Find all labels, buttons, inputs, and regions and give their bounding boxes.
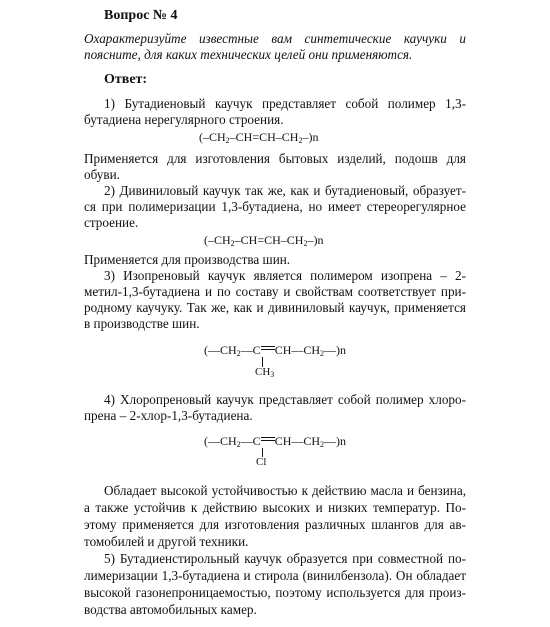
paragraph-line: 3) Изопреновый каучук является полимером изопрена – 2- xyxy=(104,268,466,283)
paragraph-line: 2) Дивиниловый каучук так же, как и бутадиеновый, образует- xyxy=(104,183,466,198)
paragraph-line: ся при полимеризации 1,3-бутадиена, но имеет стереорегулярное xyxy=(84,199,466,214)
paragraph-line: обуви. xyxy=(84,167,120,182)
paragraph-line: 4) Хлоропреновый каучук представляет собой полимер хлоро- xyxy=(104,392,466,407)
question-title: Вопрос № 4 xyxy=(104,8,178,23)
paragraph-line: лимеризации 1,3-бутадиена и стирола (винилбензола). Он обладает xyxy=(84,568,466,583)
paragraph-line: метил-1,3-бутадиена и по составу и свойствам соответствует при- xyxy=(84,284,466,299)
paragraph-line: прена – 2-хлор-1,3-бутадиена. xyxy=(84,408,253,423)
paragraph-line: Применяется для изготовления бытовых изделий, подошв для xyxy=(84,151,466,166)
paragraph-line: водства автомобильных камер. xyxy=(84,602,257,617)
paragraph-line: 5) Бутадиенстирольный каучук образуется при совместной по- xyxy=(104,551,466,566)
paragraph-line: строение. xyxy=(84,215,139,230)
question-task-line: Охарактеризуйте известные вам синтетические каучуки и xyxy=(84,31,466,46)
double-bond xyxy=(261,437,275,441)
formula-branch-chlorine: Cl xyxy=(256,456,267,468)
formula-chloroprene-rubber: ($—CH_2—C$ $CH—CH_2—)n$ xyxy=(204,434,347,449)
formula-butadiene-rubber: $(-CH_2-CH=CH-CH_2-)n$ xyxy=(199,130,319,145)
double-bond xyxy=(261,346,275,350)
paragraph-line: этому применяется для изготовления различных шлангов для ав- xyxy=(84,517,466,532)
answer-label: Ответ: xyxy=(104,72,148,87)
formula-isoprene-rubber: ($—CH_2—C$ $CH—CH_2—)n$ xyxy=(204,343,347,358)
paragraph-line: томобилей и другой техники. xyxy=(84,534,249,549)
paragraph-line: бутадиена нерегулярного строения. xyxy=(84,112,284,127)
formula-branch-methyl: $CH_3$ xyxy=(255,366,275,379)
paragraph-line: родному каучуку. Так же, как и дивиниловый каучук, применяется xyxy=(84,300,466,315)
formula-divinyl-rubber: $(-CH_2-CH=CH-CH_2-)n$ xyxy=(204,233,324,248)
paragraph-line: Обладает высокой устойчивостью к действию масла и бензина, xyxy=(104,483,466,498)
paragraph-line: высокой газонепроницаемостью, поэтому используется для произ- xyxy=(84,585,466,600)
paragraph-line: Применяется для производства шин. xyxy=(84,252,291,267)
paragraph-line: 1) Бутадиеновый каучук представляет собой полимер 1,3- xyxy=(104,96,466,111)
question-task-line: поясните, для каких технических целей они применяются. xyxy=(84,47,413,62)
paragraph-line: а также устойчив к действию высоких и низких температур. По- xyxy=(84,500,466,515)
paragraph-line: в производстве шин. xyxy=(84,316,200,331)
